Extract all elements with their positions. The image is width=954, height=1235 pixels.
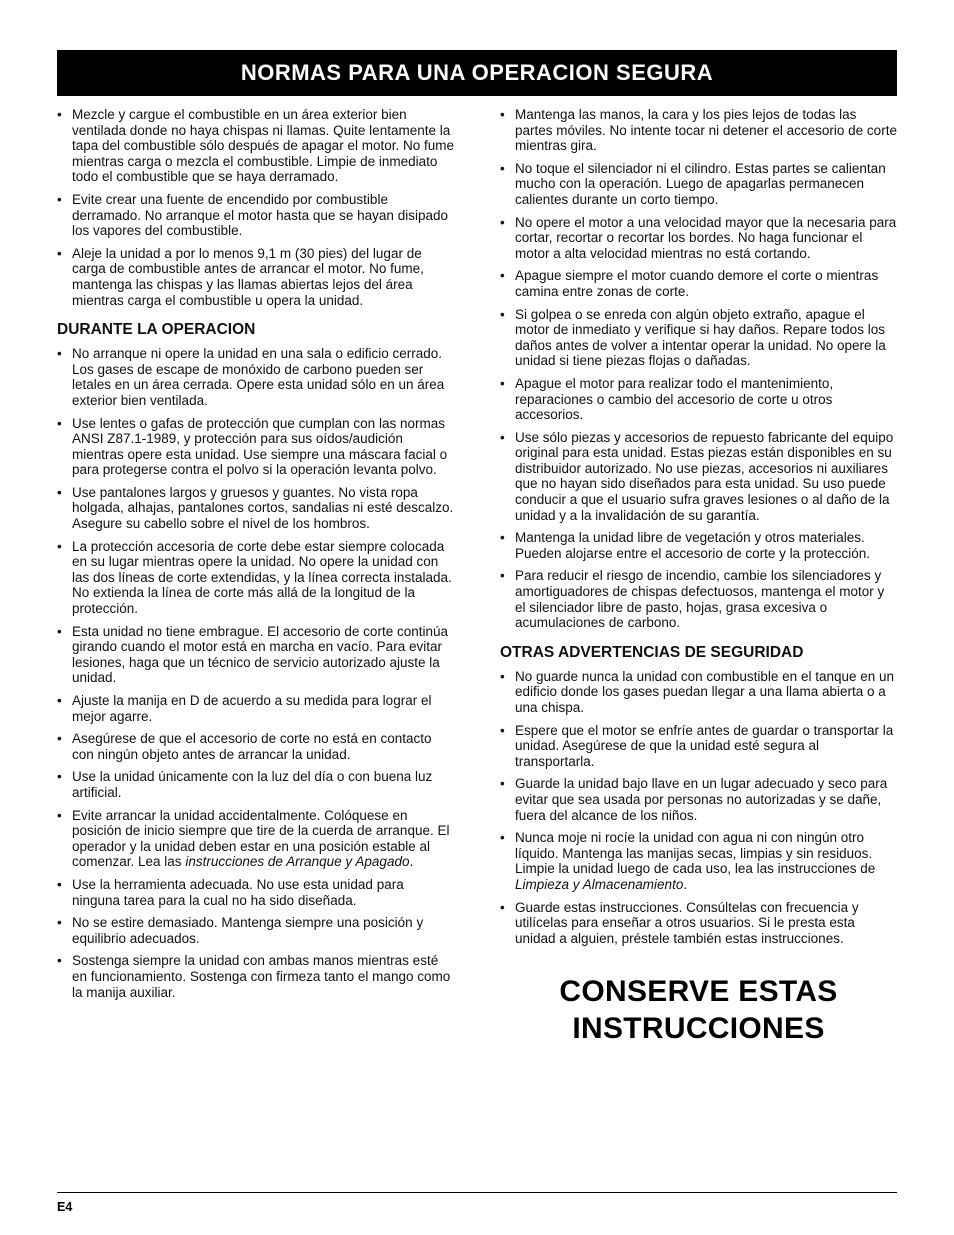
bullet-text: Use lentes o gafas de protección que cumplan con las normas ANSI Z87.1-1989, y protección para sus oídos/audición mientras opere esta unidad. Use siempre una máscara facial o para protegerse contra el polvo si la operación levanta polvo. [72,415,448,478]
bullet-text: Use pantalones largos y gruesos y guantes. No vista ropa holgada, alhajas, pantalones cortos, sandalias ni esté descalzo. Asegure su cabello sobre el nivel de los hombros. [72,484,454,532]
bullet-text: No se estire demasiado. Mantenga siempre una posición y equilibrio adecuados. [72,915,424,946]
page-title: NORMAS PARA UNA OPERACION SEGURA [240,60,714,85]
bullet-item [57,192,454,239]
bullet-item [500,430,897,524]
bullet-item [57,769,454,800]
footer-page-number: E4 [57,1200,73,1214]
bullet-text: No guarde nunca la unidad con combustible en el tanque en un edificio donde los gases puedan llegar a una llama abierta o a una chispa. [515,668,895,715]
bullet-icon: • [500,530,505,546]
bullet-item [500,307,897,369]
bullet-text: Si golpea o se enreda con algún objeto extraño, apague el motor de inmediato y verifique si hay daños. Repare todos los daños antes de volver a intentar operar la unidad. No opere la unidad si tiene piezas flojas o dañadas. [515,306,886,369]
bullet-icon: • [57,415,62,431]
bullet-item [57,953,454,1000]
bullet-text: Para reducir el riesgo de incendio, cambie los silenciadores y amortiguadores de chispas defectuosos, mantenga el motor y el silenciador libre de pasto, hojas, grasa excesiva o acumulaciones de carbono. [515,568,885,631]
bullet-text: Evite arrancar la unidad accidentalmente. Colóquese en posición de inicio siempre que tire de la cuerda de arranque. El operador y la unidad deben estar en una posición estable al comenzar. Lea las instrucciones de Arranque y Apagado. [72,807,450,870]
section-heading: OTRAS ADVERTENCIAS DE SEGURIDAD [500,643,804,661]
bullet-icon: • [500,830,505,846]
bullet-text: Ajuste la manija en D de acuerdo a su medida para lograr el mejor agarre. [72,693,432,724]
bullet-icon: • [500,776,505,792]
bullet-icon: • [57,484,62,500]
bullet-item [57,693,454,724]
bullet-item [500,830,897,892]
left-column [57,107,454,1048]
bullet-text: Use la unidad únicamente con la luz del día o con buena luz artificial. [72,769,433,800]
bullet-icon: • [500,899,505,915]
bullet-item [57,416,454,478]
bullet-text: Mezcle y cargue el combustible en un área exterior bien ventilada donde no haya chispas ni llamas. Quite lentamente la tapa del combustible sólo después de apagar el motor. No fume mientras carga o mezcla el combustible. Limpie de inmediato todo el combustible que se haya derramado. [72,107,454,185]
bullet-item [57,808,454,870]
bullet-icon: • [57,245,62,261]
bullet-icon: • [500,306,505,322]
bullet-item [57,485,454,532]
footer-divider [57,1192,897,1193]
bullet-item [500,376,897,423]
bullet-text: Apague siempre el motor cuando demore el corte o mientras camina entre zonas de corte. [515,268,879,299]
bullet-icon: • [57,769,62,785]
bullet-text: Apague el motor para realizar todo el mantenimiento, reparaciones o cambio del accesorio de corte u otros accesorios. [515,375,834,423]
bullet-item [500,268,897,299]
bullet-item [500,723,897,770]
bullet-text: No arranque ni opere la unidad en una sala o edificio cerrado. Los gases de escape de monóxido de carbono pueden ser letales en un área cerrada. Opere esta unidad sólo en un área exterior bien ventilada. [72,346,445,408]
bullet-text: Asegúrese de que el accesorio de corte no está en contacto con ningún objeto antes de arrancar la unidad. [72,731,432,762]
section-heading: DURANTE LA OPERACION [57,321,256,339]
bullet-icon: • [500,722,505,738]
bullet-item [57,915,454,946]
bullet-item [57,107,454,185]
bullet-item [57,624,454,686]
bullet-icon: • [57,953,62,969]
bullet-text: No toque el silenciador ni el cilindro. Estas partes se calientan mucho con la operación. Luego de apagarlas permanecen calientes durante un corto tiempo. [515,160,886,207]
bullet-text: Sostenga siempre la unidad con ambas manos mientras esté en funcionamiento. Sostenga con firmeza tanto el mango como la manija auxiliar. [72,953,451,1000]
bullet-item [57,877,454,908]
bullet-item [500,776,897,823]
bullet-item [500,161,897,208]
bullet-item [57,731,454,762]
bullet-icon: • [57,107,62,122]
bullet-item [500,107,897,154]
bullet-icon: • [57,346,62,362]
bullet-item [57,346,454,408]
bullet-icon: • [500,107,505,122]
bullet-text: La protección accesoria de corte debe estar siempre colocada en su lugar mientras opere la unidad. No opere la unidad con las dos líneas de corte extendidas, y la línea correcta instalada. No extienda la línea de corte más allá de la longitud de la protección. [72,538,452,617]
content-columns [57,107,897,1048]
bullet-item [57,246,454,308]
bullet-item [500,900,897,947]
bullet-icon: • [500,568,505,584]
bullet-item [57,539,454,617]
bullet-icon: • [57,807,62,823]
bullet-text: Mantenga la unidad libre de vegetación y otros materiales. Pueden alojarse entre el accesorio de corte y la protección. [515,530,870,561]
bullet-text: Use la herramienta adecuada. No use esta unidad para ninguna tarea para la cual no ha sido diseñada. [72,876,404,908]
bullet-icon: • [500,268,505,284]
bullet-icon: • [57,538,62,554]
bullet-item [500,669,897,716]
bullet-text: Aleje la unidad a por lo menos 9,1 m (30 pies) del lugar de carga de combustible antes de arrancar el motor. No fume, mantenga las chispas y las llamas abiertas lejos del área mientras carga el combustible u opera la unidad. [72,245,424,308]
bullet-text: Guarde la unidad bajo llave en un lugar adecuado y seco para evitar que sea usada por personas no autorizadas y se dañe, fuera del alcance de los niños. [515,776,888,823]
page-title-bar [57,50,897,96]
bullet-icon: • [57,731,62,747]
bullet-item [500,568,897,630]
bullet-icon: • [500,214,505,230]
bullet-item [500,215,897,262]
bullet-icon: • [57,876,62,892]
bullet-icon: • [57,191,62,207]
bullet-text: Evite crear una fuente de encendido por combustible derramado. No arranque el motor hasta que se hayan disipado los vapores del combustible. [72,191,448,239]
bullet-text: Mantenga las manos, la cara y los pies lejos de todas las partes móviles. No intente tocar ni detener el accesorio de corte mientras gira. [515,107,897,154]
bullet-text: Guarde estas instrucciones. Consúltelas con frecuencia y utilícelas para enseñar a otros usuarios. Si le presta esta unidad a alguien, préstele también estas instrucciones. [515,899,859,946]
bullet-icon: • [500,668,505,684]
bullet-item [500,530,897,561]
bullet-icon: • [57,693,62,708]
conserve-instructions-heading: CONSERVE ESTAS INSTRUCCIONES [559,975,838,1045]
right-column [500,107,897,1048]
bullet-icon: • [57,915,62,931]
bullet-text: Esta unidad no tiene embrague. El accesorio de corte continúa girando cuando el motor está en marcha en vacío. Para evitar lesiones, haga que un técnico de servicio autorizado ajuste la unidad. [72,623,448,686]
bullet-text: Espere que el motor se enfríe antes de guardar o transportar la unidad. Asegúrese de que la unidad esté segura al transportarla. [515,722,894,769]
bullet-icon: • [500,375,505,391]
bullet-text: Nunca moje ni rocíe la unidad con agua ni con ningún otro líquido. Mantenga las manijas secas, limpias y sin residuos. Limpie la unidad luego de cada uso, lea las instrucciones de Limpieza y Almacenamiento. [515,830,876,892]
bullet-icon: • [500,160,505,176]
bullet-text: Use sólo piezas y accesorios de repuesto fabricante del equipo original para esta unidad. Estas piezas están disponibles en su distribuidor autorizado. No use piezas, accesorios ni auxiliares que no hayan sido diseñados para esta unidad. Su uso puede conducir a que el usuario sufra graves lesiones o al daño de la unidad y a la invalidación de su garantía. [515,429,894,523]
bullet-icon: • [500,429,505,445]
bullet-text: No opere el motor a una velocidad mayor que la necesaria para cortar, recortar o recortar los bordes. No haga funcionar el motor a alta velocidad mientras no está cortando. [515,214,897,261]
bullet-icon: • [57,623,62,639]
